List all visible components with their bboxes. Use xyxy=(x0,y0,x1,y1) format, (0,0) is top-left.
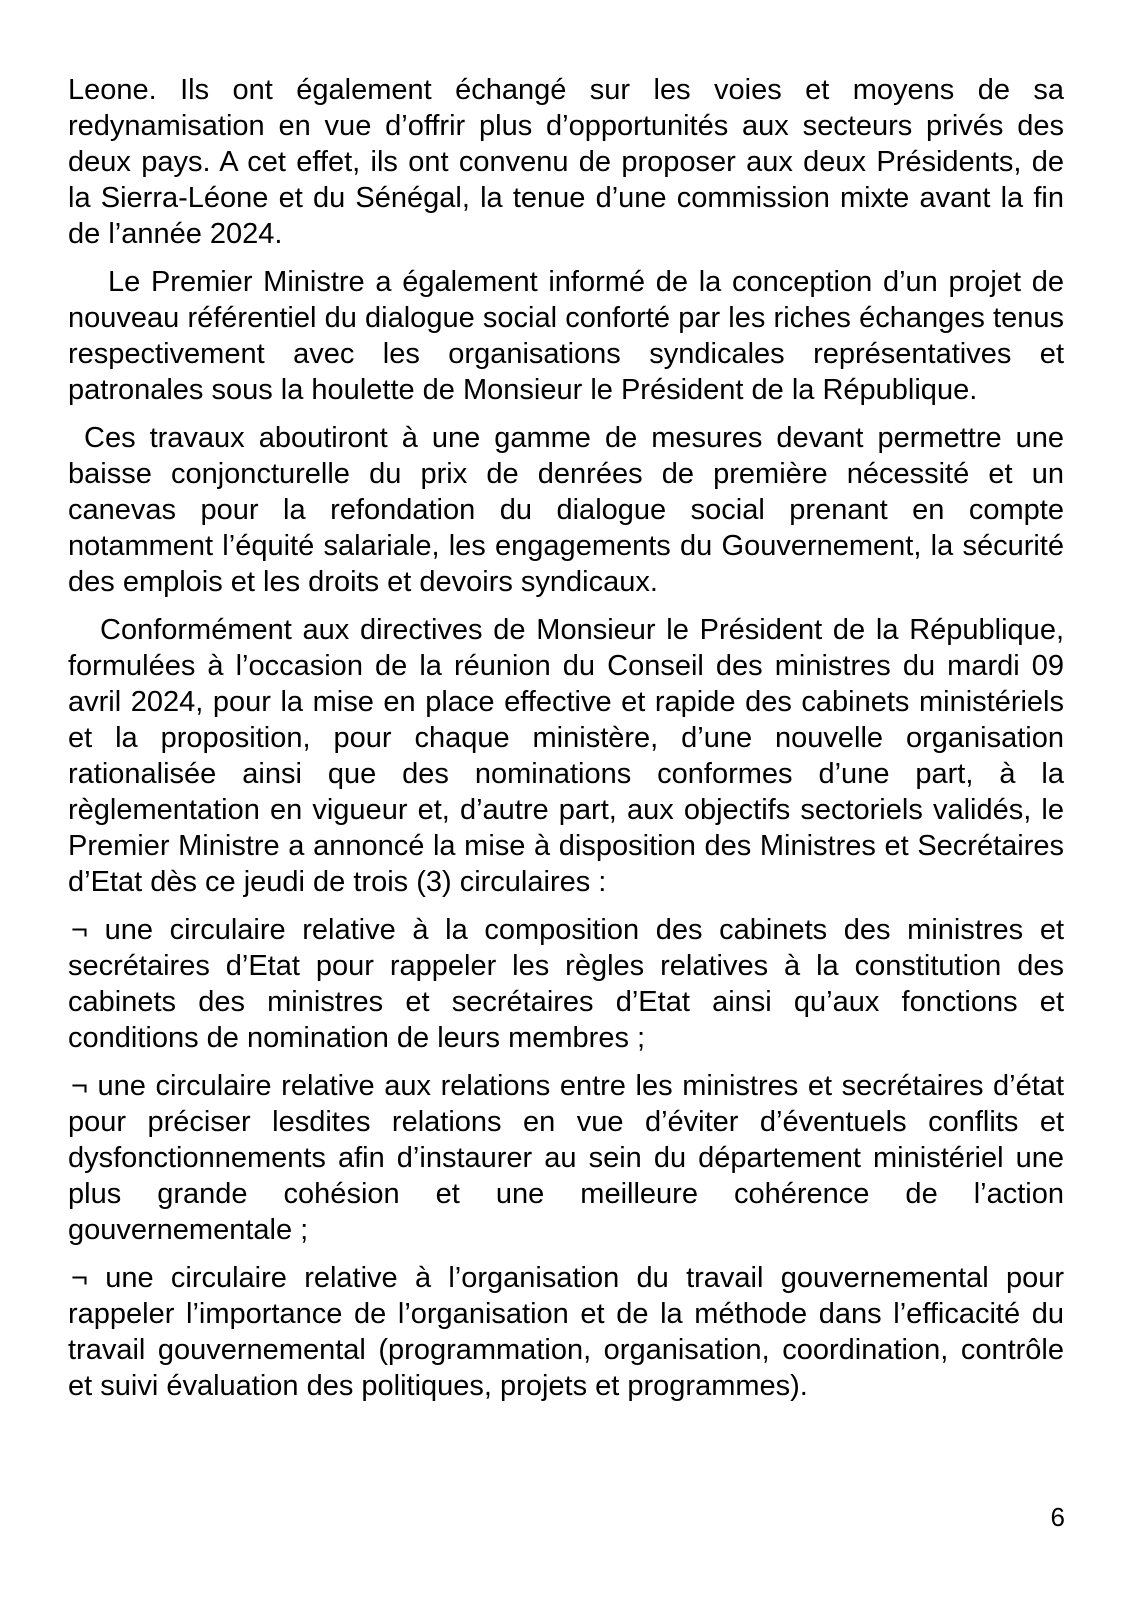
paragraph-travaux: Ces travaux aboutiront à une gamme de mesures devant permettre une baisse conjoncturelle du prix de denrées de première nécessité et un canevas pour la refondation du dialogue social prenant en compte notamment l’équité salariale, les engagements du Gouvernement, la sécurité des emplois et les droits et devoirs syndicaux. xyxy=(68,422,1064,598)
paragraph-premier-ministre: Le Premier Ministre a également informé de la conception d’un projet de nouveau référentiel du dialogue social conforté par les riches échanges tenus respectivement avec les organisations syndicales représentatives et patronales sous la houlette de Monsieur le Président de la République. xyxy=(68,266,1064,406)
bullet-text: une circulaire relative à la composition des cabinets des ministres et secrétaires d’Etat pour rappeler les règles relatives à la constitution des cabinets des ministres et secrétaires d’Etat ainsi qu’aux fonctions et conditions de nomination de leurs membres ; xyxy=(68,914,1064,1054)
document-body xyxy=(68,72,1064,1416)
not-sign-bullet-icon: ¬ xyxy=(71,1262,88,1294)
paragraph-continuation: Leone. Ils ont également échangé sur les voies et moyens de sa redynamisation en vue d’offrir plus d’opportunités aux secteurs privés des deux pays. A cet effet, ils ont convenu de proposer aux deux Présidents, de la Sierra-Léone et du Sénégal, la tenue d’une commission mixte avant la fin de l’année 2024. xyxy=(68,74,1064,250)
bullet-paragraph-organisation xyxy=(68,1260,1064,1404)
bullet-text: une circulaire relative aux relations entre les ministres et secrétaires d’état pour préciser lesdites relations en vue d’éviter d’éventuels conflits et dysfonctionnements afin d’instaurer au sein du département ministériel une plus grande cohésion et une meilleure cohérence de l’action gouvernementale ; xyxy=(68,1070,1064,1246)
bullet-paragraph-relations xyxy=(68,1068,1064,1248)
not-sign-bullet-icon: ¬ xyxy=(71,914,88,946)
bullet-text: une circulaire relative à l’organisation du travail gouvernemental pour rappeler l’importance de l’organisation et de la méthode dans l’efficacité du travail gouvernemental (programmation, organisation, coordination, contrôle et suivi évaluation des politiques, projets et programmes). xyxy=(68,1262,1064,1402)
bullet-paragraph-composition xyxy=(68,912,1064,1056)
paragraph-directives: Conformément aux directives de Monsieur le Président de la République, formulées à l’occasion de la réunion du Conseil des ministres du mardi 09 avril 2024, pour la mise en place effective et rapide des cabinets ministériels et la proposition, pour chaque ministère, d’une nouvelle organisation rationalisée ainsi que des nominations conformes d’une part, à la règlementation en vigueur et, d’autre part, aux objectifs sectoriels validés, le Premier Ministre a annoncé la mise à disposition des Ministres et Secrétaires d’Etat dès ce jeudi de trois (3) circulaires : xyxy=(68,614,1064,898)
page-number: 6 xyxy=(1050,1502,1065,1532)
not-sign-bullet-icon: ¬ xyxy=(71,1070,88,1102)
